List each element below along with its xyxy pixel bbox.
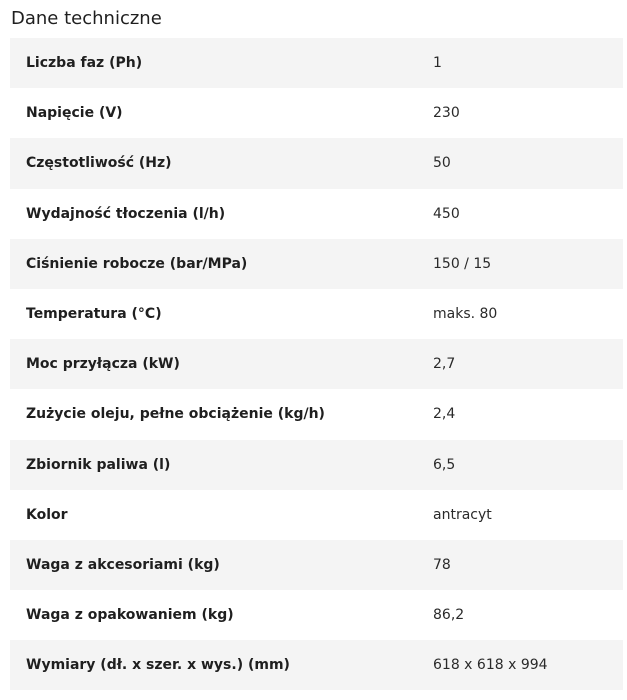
spec-value: 2,4: [433, 406, 456, 423]
spec-row-phases: [10, 38, 623, 88]
spec-value: 50: [433, 155, 451, 172]
spec-row-pressure: [10, 239, 623, 289]
spec-label: Zbiornik paliwa (l): [26, 456, 171, 473]
spec-row-frequency: [10, 138, 623, 188]
spec-row-fuel-tank: [10, 440, 623, 490]
spec-label: Ciśnienie robocze (bar/MPa): [26, 255, 248, 272]
spec-value: 1: [433, 55, 442, 72]
spec-label: Kolor: [26, 506, 68, 523]
spec-value: 450: [433, 205, 460, 222]
spec-label: Wydajność tłoczenia (l/h): [26, 205, 226, 222]
page-title: Dane techniczne: [11, 8, 162, 29]
spec-value: maks. 80: [433, 306, 498, 323]
spec-label: Waga z opakowaniem (kg): [26, 607, 234, 624]
spec-table: [10, 38, 623, 690]
spec-row-oil-consumption: [10, 389, 623, 439]
spec-value: 2,7: [433, 356, 456, 373]
spec-label: Wymiary (dł. x szer. x wys.) (mm): [26, 657, 290, 674]
spec-label: Waga z akcesoriami (kg): [26, 556, 220, 573]
spec-row-temperature: [10, 289, 623, 339]
spec-value: 78: [433, 556, 451, 573]
spec-label: Napięcie (V): [26, 105, 123, 122]
spec-label: Moc przyłącza (kW): [26, 356, 180, 373]
spec-row-weight-packaging: [10, 590, 623, 640]
spec-label: Liczba faz (Ph): [26, 55, 143, 72]
spec-row-flow-rate: [10, 189, 623, 239]
spec-row-weight-accessories: [10, 540, 623, 590]
spec-row-voltage: [10, 88, 623, 138]
spec-label: Częstotliwość (Hz): [26, 155, 172, 172]
spec-value: antracyt: [433, 506, 492, 523]
spec-value: 86,2: [433, 607, 465, 624]
spec-row-dimensions: [10, 640, 623, 690]
spec-value: 150 / 15: [433, 255, 492, 272]
spec-row-color: [10, 490, 623, 540]
spec-value: 6,5: [433, 456, 456, 473]
spec-label: Zużycie oleju, pełne obciążenie (kg/h): [26, 406, 325, 423]
spec-row-power: [10, 339, 623, 389]
spec-value: 618 x 618 x 994: [433, 657, 548, 674]
spec-label: Temperatura (°C): [26, 306, 162, 323]
spec-value: 230: [433, 105, 460, 122]
